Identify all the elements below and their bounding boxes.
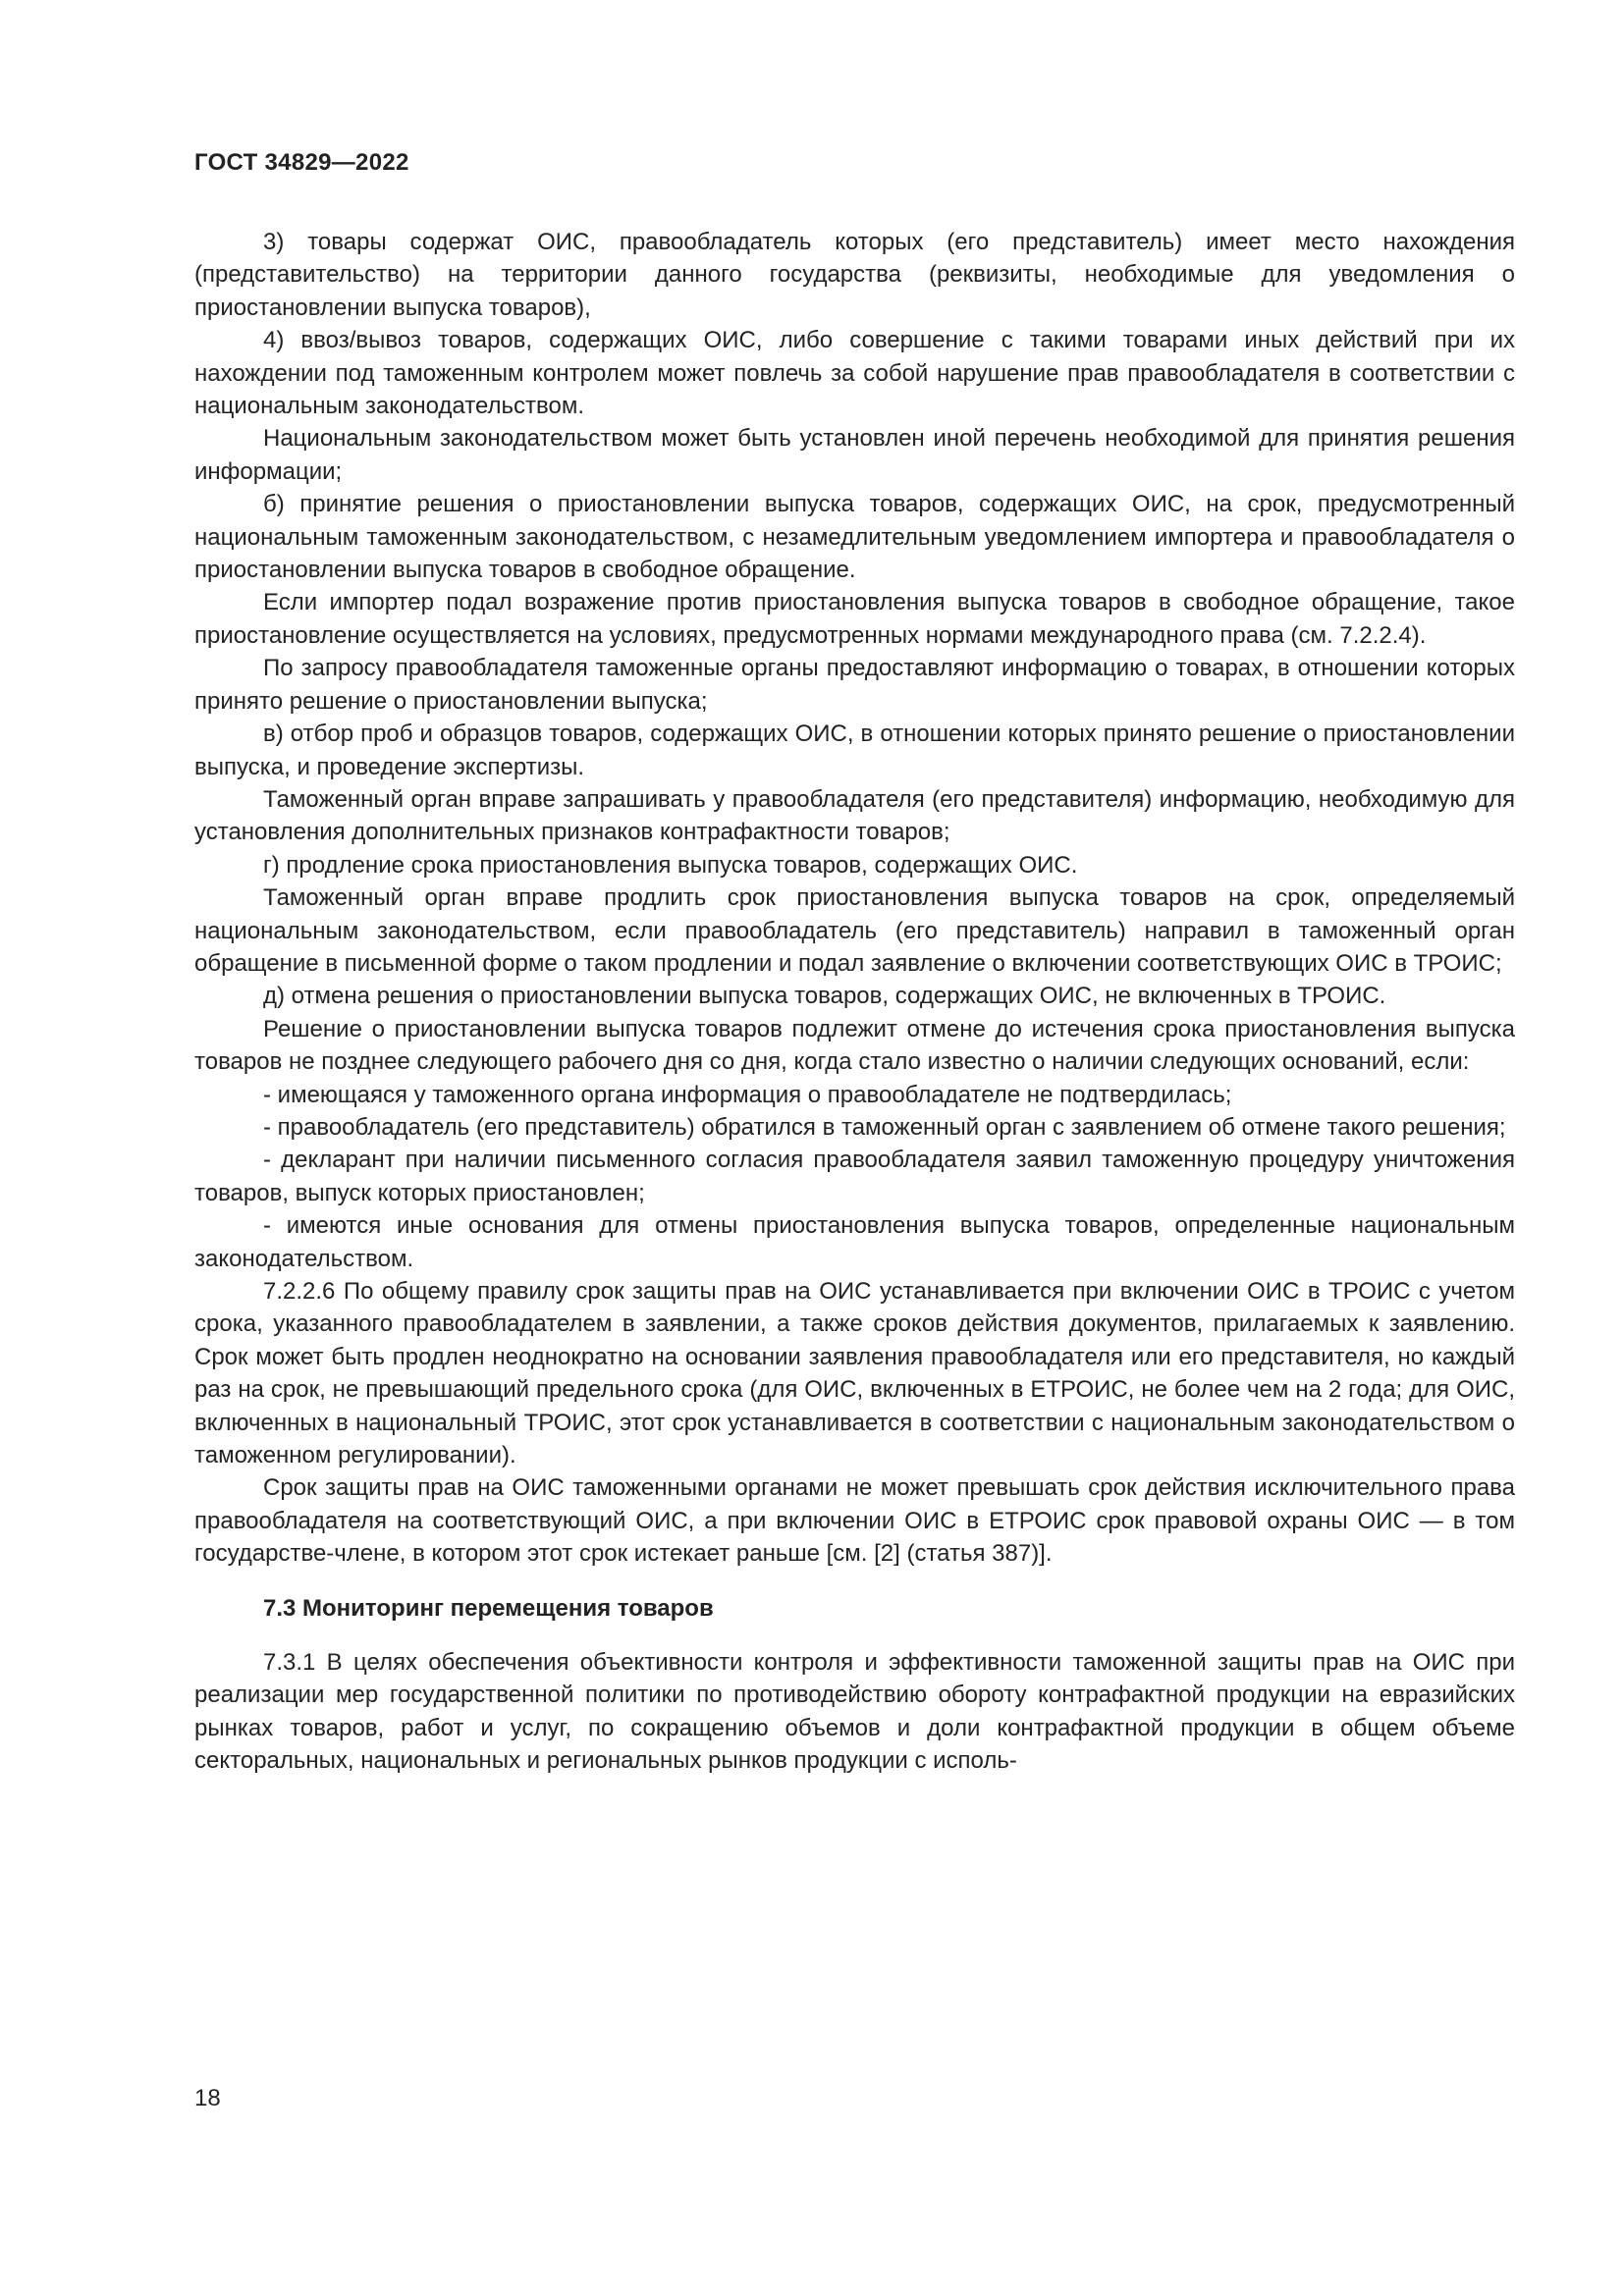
paragraph: Национальным законодательством может быть установлен иной перечень необходимой для принятия решения информации;: [194, 425, 1515, 485]
paragraph: 4) ввоз/вывоз товаров, содержащих ОИС, либо совершение с такими товарами иных действий при их нахождении под таможенным контролем может повлечь за собой нарушение прав правообладателя в соответствии с национальным законодательством.: [194, 327, 1515, 420]
paragraph: в) отбор проб и образцов товаров, содержащих ОИС, в отношении которых принято решение о приостановлении выпуска, и проведение экспертизы.: [194, 721, 1515, 780]
paragraph: Таможенный орган вправе запрашивать у правообладателя (его представителя) информацию, необходимую для установления дополнительных признаков контрафактности товаров;: [194, 785, 1515, 846]
document-header: ГОСТ 34829—2022: [194, 149, 409, 176]
paragraph: Таможенный орган вправе продлить срок приостановления выпуска товаров на срок, определяемый национальным законодательством, если правообладатель (его представитель) направил в таможенный орган обращение в письменной форме о таком продлении и подал заявление о включении соответствующих ОИС в ТРОИС;: [194, 884, 1515, 977]
paragraph: Если импортер подал возражение против приостановления выпуска товаров в свободное обращение, такое приостановление осуществляется на условиях, предусмотренных нормами международного права (см. 7.2.2.4).: [194, 589, 1515, 649]
list-item: - правообладатель (его представитель) обратился в таможенный орган с заявлением об отмене такого решения;: [263, 1113, 1506, 1141]
page-number: 18: [194, 2085, 221, 2111]
paragraph: Срок защиты прав на ОИС таможенными органами не может превышать срок действия исключительного права правообладателя на соответствующий ОИС, а при включении ОИС в ЕТРОИС срок правовой охраны ОИС — в том государстве-члене, в котором этот срок истекает раньше [см. [2] (статья 387)].: [194, 1474, 1515, 1568]
paragraph: г) продление срока приостановления выпуска товаров, содержащих ОИС.: [263, 851, 1078, 879]
paragraph: 3) товары содержат ОИС, правообладатель которых (его представитель) имеет место нахождения (представительство) на территории данного государства (реквизиты, необходимые для уведомления о приостановлении выпуска товаров),: [194, 229, 1515, 321]
paragraph: 7.3.1 В целях обеспечения объективности контроля и эффективности таможенной защиты прав на ОИС при реализации мер государственной политики по противодействию обороту контрафактной продукции на евразийских рынках товаров, работ и услуг, по сокращению объемов и доли контрафактной продукции в общем объеме секторальных, национальных и региональных рынков продукции с исполь-: [194, 1649, 1515, 1775]
paragraph: д) отмена решения о приостановлении выпуска товаров, содержащих ОИС, не включенных в ТРОИС.: [263, 983, 1386, 1010]
paragraph: б) принятие решения о приостановлении выпуска товаров, содержащих ОИС, на срок, предусмотренный национальным таможенным законодательством, с незамедлительным уведомлением импортера и правообладателя о приостановлении выпуска товаров в свободное обращение.: [194, 491, 1515, 584]
paragraph: Решение о приостановлении выпуска товаров подлежит отмене до истечения срока приостановления выпуска товаров не позднее следующего рабочего дня со дня, когда стало известно о наличии следующих оснований, если:: [194, 1015, 1515, 1076]
paragraph: По запросу правообладателя таможенные органы предоставляют информацию о товарах, в отношении которых принято решение о приостановлении выпуска;: [194, 655, 1515, 715]
paragraph: 7.2.2.6 По общему правилу срок защиты прав на ОИС устанавливается при включении ОИС в ТРОИС с учетом срока, указанного правообладателем в заявлении, а также сроков действия документов, прилагаемых к заявлению. Срок может быть продлен неоднократно на основании заявления правообладателя или его представителя, но каждый раз на срок, не превышающий предельного срока (для ОИС, включенных в ЕТРОИС, не более чем на 2 года; для ОИС, включенных в национальный ТРОИС, этот срок устанавливается в соответствии с национальным законодательством о таможенном регулировании).: [194, 1278, 1515, 1469]
section-heading: 7.3 Мониторинг перемещения товаров: [263, 1594, 714, 1622]
list-item: - имеющаяся у таможенного органа информация о правообладателе не подтвердилась;: [263, 1081, 1232, 1108]
list-item: - декларант при наличии письменного согласия правообладателя заявил таможенную процедуру уничтожения товаров, выпуск которых приостановлен;: [194, 1147, 1515, 1206]
list-item: - имеются иные основания для отмены приостановления выпуска товаров, определенные национальным законодательством.: [194, 1212, 1515, 1272]
document-body: [194, 226, 1515, 1778]
